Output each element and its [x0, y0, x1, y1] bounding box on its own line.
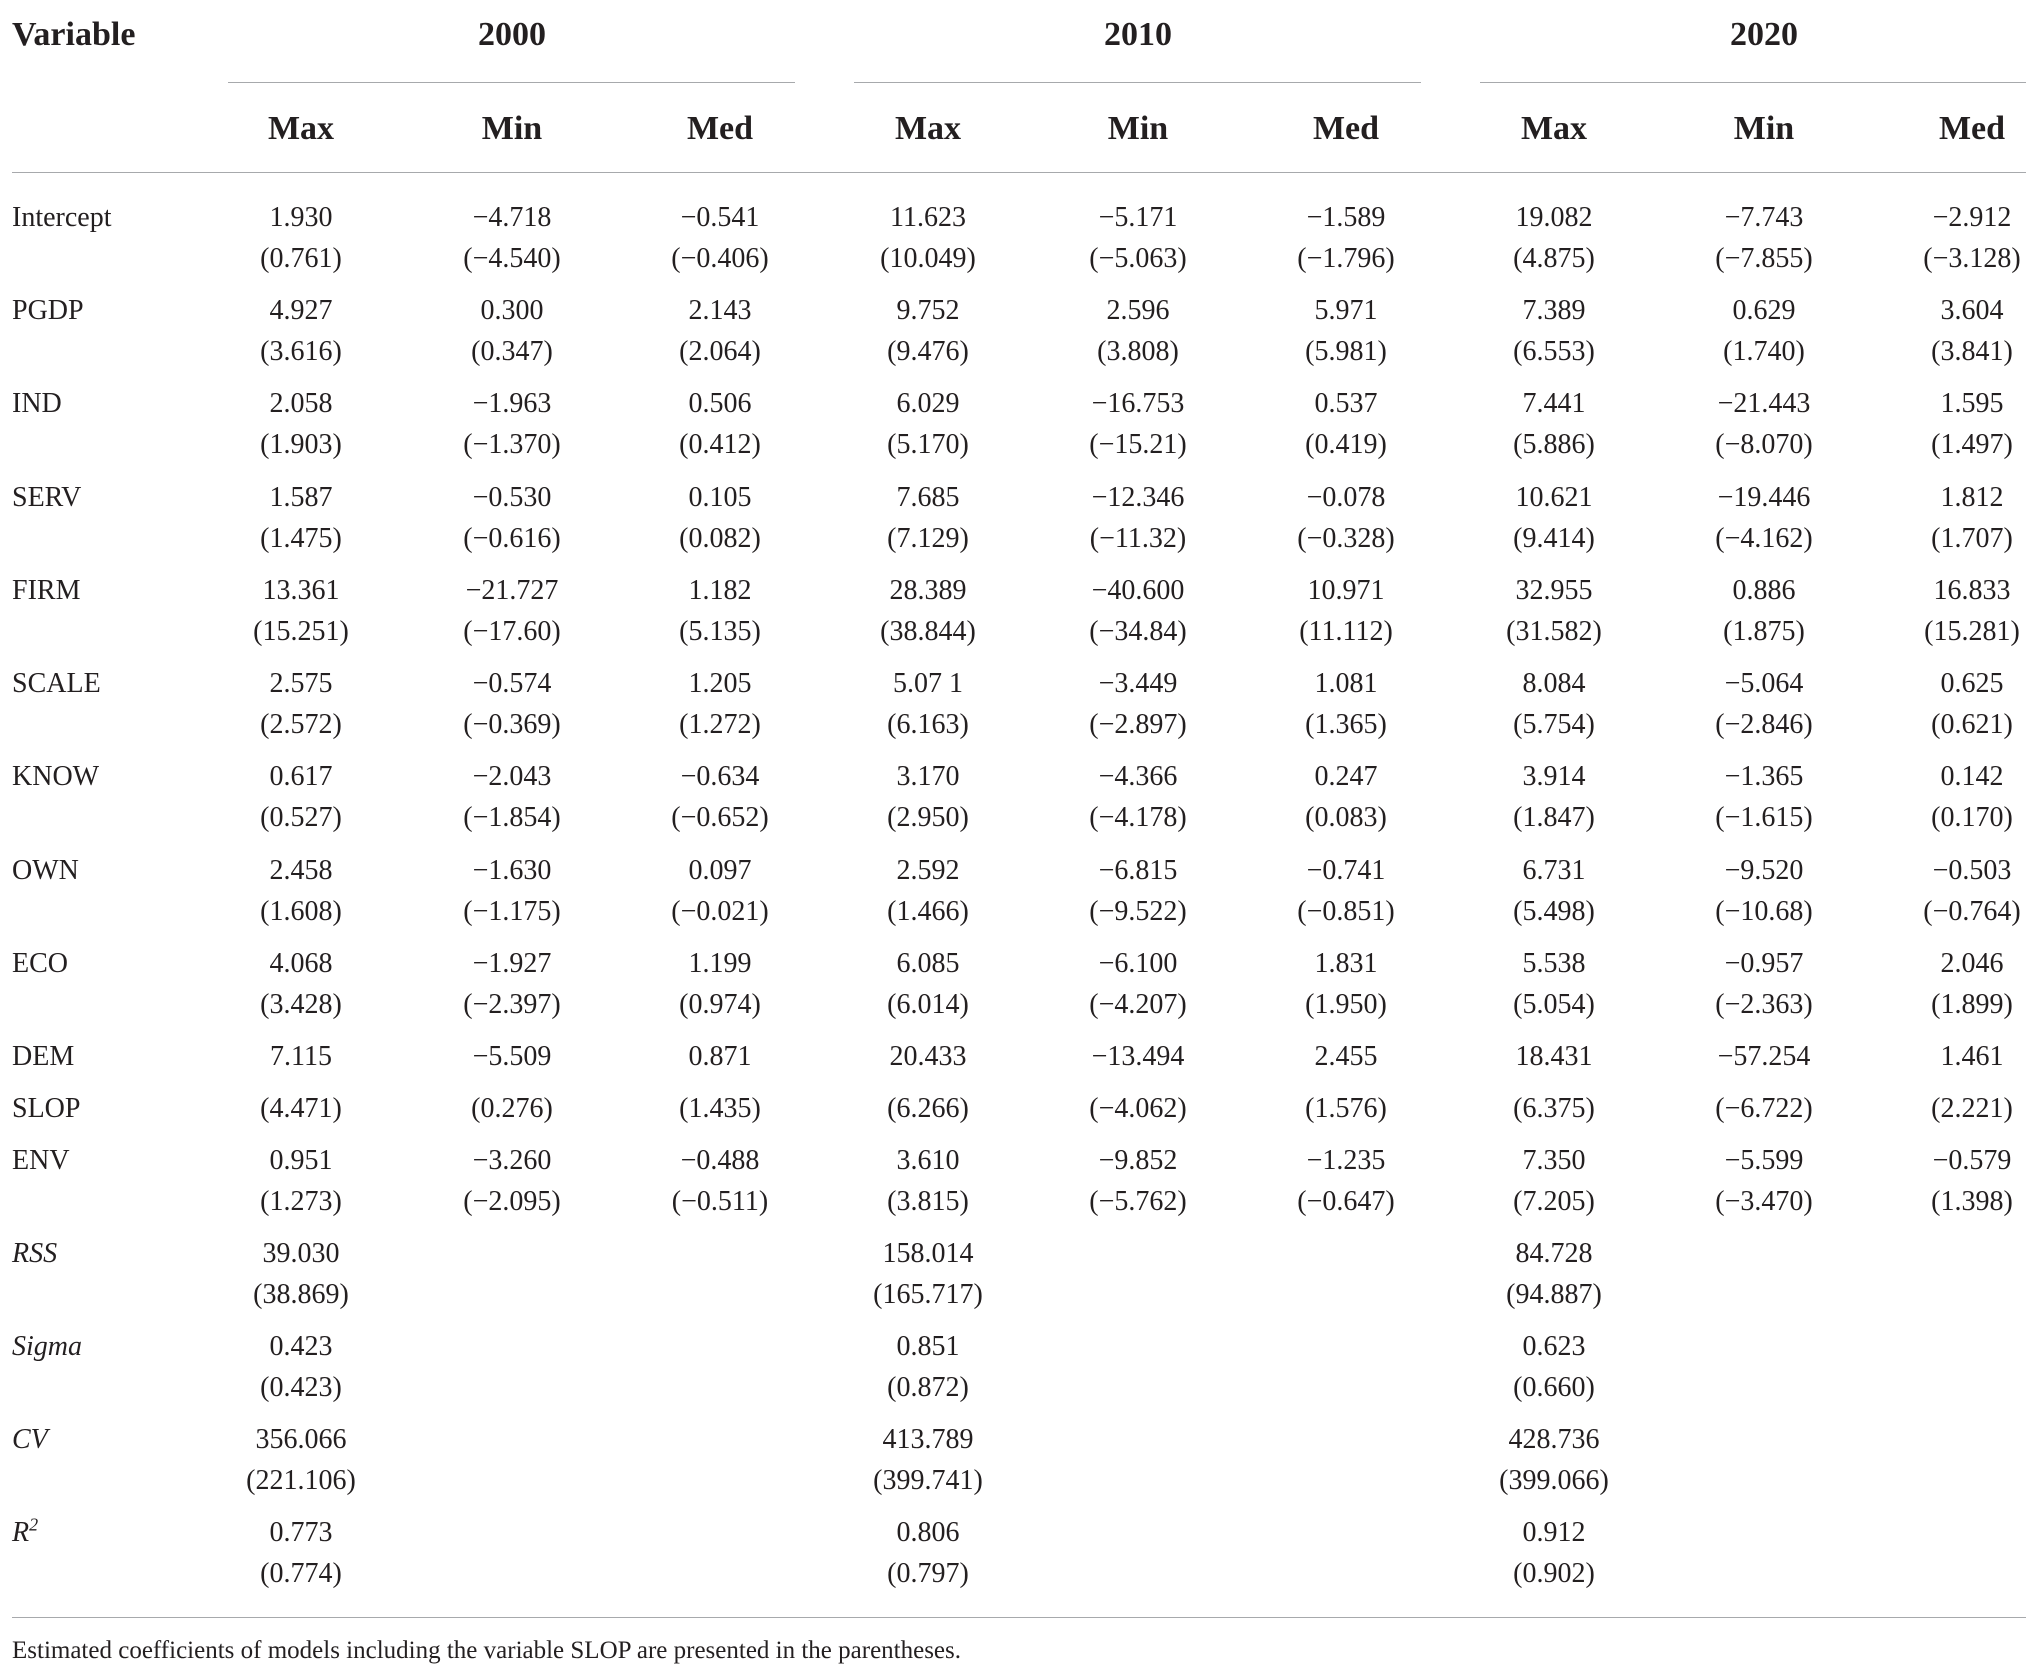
slop-model-value: (3.808) — [1097, 336, 1179, 367]
slop-model-value: (0.621) — [1931, 709, 2013, 740]
row-label — [12, 664, 101, 704]
row-label-text: SLOP — [12, 1093, 81, 1124]
slop-model-value: (5.135) — [679, 616, 761, 647]
slop-model-value: (5.754) — [1513, 709, 1595, 740]
slop-model-value: (10.049) — [880, 243, 976, 274]
year-2010-underline — [854, 82, 1421, 83]
coefficient-value: (0.276) — [471, 1093, 553, 1124]
slop-model-value: (−3.470) — [1715, 1186, 1813, 1217]
subheader-2010-med: Med — [1312, 110, 1380, 147]
row-label-text: CV — [12, 1424, 48, 1455]
slop-model-value: (−0.328) — [1297, 523, 1395, 554]
subheader-2000-max: Max — [267, 110, 335, 147]
coefficient-value: 0.625 — [1940, 668, 2004, 699]
slop-model-value: (−2.846) — [1715, 709, 1813, 740]
coefficient-value: 3.170 — [896, 761, 960, 792]
slop-model-value: (−1.854) — [463, 802, 561, 833]
row-label — [12, 1420, 48, 1460]
year-header-2020: 2020 — [1730, 16, 1798, 53]
slop-model-value: (−10.68) — [1715, 896, 1813, 927]
coefficient-value: −40.600 — [1091, 575, 1185, 606]
coefficient-value: 0.300 — [480, 295, 544, 326]
slop-model-value: (5.981) — [1305, 336, 1387, 367]
coefficient-value: −0.541 — [680, 202, 760, 233]
slop-model-value: (1.903) — [260, 429, 342, 460]
slop-model-value: (−0.021) — [671, 896, 769, 927]
slop-model-value: (1.707) — [1931, 523, 2013, 554]
coefficient-value: −1.927 — [472, 948, 552, 979]
slop-model-value: (−1.175) — [463, 896, 561, 927]
slop-model-value: (1.272) — [679, 709, 761, 740]
slop-model-value: (0.412) — [679, 429, 761, 460]
coefficient-value: 1.205 — [688, 668, 752, 699]
slop-model-value: (−2.897) — [1089, 709, 1187, 740]
subheader-2000-med: Med — [686, 110, 754, 147]
coefficient-value: −9.520 — [1724, 855, 1804, 886]
header-bottom-rule — [12, 172, 2026, 173]
coefficient-value: 2.458 — [269, 855, 333, 886]
coefficient-value: 158.014 — [882, 1238, 974, 1269]
coefficient-value: −5.171 — [1098, 202, 1178, 233]
slop-model-value: (7.129) — [887, 523, 969, 554]
slop-model-value: (165.717) — [873, 1279, 983, 1310]
coefficient-value: 1.831 — [1314, 948, 1378, 979]
coefficient-value: 428.736 — [1508, 1424, 1600, 1455]
row-label-superscript: 2 — [29, 1514, 39, 1535]
slop-model-value: (−0.764) — [1923, 896, 2021, 927]
subheader-2020-max: Max — [1520, 110, 1588, 147]
slop-model-value: (−4.540) — [463, 243, 561, 274]
slop-model-value: (−4.207) — [1089, 989, 1187, 1020]
slop-model-value: (1.875) — [1723, 616, 1805, 647]
coefficient-value: 1.587 — [269, 482, 333, 513]
coefficient-value: −3.260 — [472, 1145, 552, 1176]
subheader-2010-max: Max — [894, 110, 962, 147]
row-label-text: IND — [12, 388, 62, 419]
coefficient-value: 0.806 — [896, 1517, 960, 1548]
slop-model-value: (1.475) — [260, 523, 342, 554]
coefficient-value: 5.07 1 — [893, 668, 963, 699]
slop-model-value: (0.170) — [1931, 802, 2013, 833]
coefficient-value: 6.085 — [896, 948, 960, 979]
coefficient-value: 2.058 — [269, 388, 333, 419]
slop-model-value: (38.869) — [253, 1279, 349, 1310]
coefficient-value: 2.592 — [896, 855, 960, 886]
slop-model-value: (−34.84) — [1089, 616, 1187, 647]
variable-header: Variable — [12, 16, 136, 53]
coefficient-value: 20.433 — [889, 1041, 967, 1072]
slop-model-value: (9.476) — [887, 336, 969, 367]
slop-model-value: (−3.128) — [1923, 243, 2021, 274]
coefficient-value: 0.886 — [1732, 575, 1796, 606]
coefficient-value: −0.741 — [1306, 855, 1386, 886]
slop-model-value: (1.398) — [1931, 1186, 2013, 1217]
slop-model-value: (−9.522) — [1089, 896, 1187, 927]
slop-model-value: (−0.851) — [1297, 896, 1395, 927]
row-label — [12, 1234, 57, 1274]
coefficient-value: 3.610 — [896, 1145, 960, 1176]
slop-model-value: (6.553) — [1513, 336, 1595, 367]
coefficient-value: 16.833 — [1933, 575, 2011, 606]
row-label-text: SCALE — [12, 668, 101, 699]
slop-model-value: (0.660) — [1513, 1372, 1595, 1403]
coefficient-value: 0.617 — [269, 761, 333, 792]
coefficient-value: 13.361 — [262, 575, 340, 606]
coefficient-value: 6.731 — [1522, 855, 1586, 886]
row-label-text: ENV — [12, 1145, 70, 1176]
coefficient-value: 10.621 — [1515, 482, 1593, 513]
coefficient-value: 32.955 — [1515, 575, 1593, 606]
coefficient-value: 0.629 — [1732, 295, 1796, 326]
slop-model-value: (3.616) — [260, 336, 342, 367]
coefficient-value: 18.431 — [1515, 1041, 1593, 1072]
coefficient-value: 9.752 — [896, 295, 960, 326]
slop-model-value: (5.886) — [1513, 429, 1595, 460]
slop-model-value: (1.497) — [1931, 429, 2013, 460]
year-2020-underline — [1480, 82, 2026, 83]
coefficient-value: −2.043 — [472, 761, 552, 792]
coefficient-value: 7.389 — [1522, 295, 1586, 326]
coefficient-value: −12.346 — [1091, 482, 1185, 513]
coefficient-value: 84.728 — [1515, 1238, 1593, 1269]
slop-model-value: (1.466) — [887, 896, 969, 927]
coefficient-value: 8.084 — [1522, 668, 1586, 699]
row-label — [12, 384, 62, 424]
coefficient-value: 1.081 — [1314, 668, 1378, 699]
slop-model-value: (−0.616) — [463, 523, 561, 554]
slop-model-value: (3.428) — [260, 989, 342, 1020]
row-label — [12, 757, 99, 797]
slop-model-value: (−0.652) — [671, 802, 769, 833]
coefficient-value: 0.506 — [688, 388, 752, 419]
slop-model-value: (−0.511) — [671, 1186, 769, 1217]
slop-model-value: (1.950) — [1305, 989, 1387, 1020]
coefficient-value: −19.446 — [1717, 482, 1811, 513]
coefficient-value: 39.030 — [262, 1238, 340, 1269]
slop-model-value: (−4.162) — [1715, 523, 1813, 554]
slop-model-value: (0.423) — [260, 1372, 342, 1403]
slop-model-value: (−2.397) — [463, 989, 561, 1020]
row-label-text: Intercept — [12, 202, 112, 233]
slop-model-value: (−8.070) — [1715, 429, 1813, 460]
coefficient-value: −4.718 — [472, 202, 552, 233]
coefficient-value: −1.589 — [1306, 202, 1386, 233]
slop-model-value: (6.163) — [887, 709, 969, 740]
row-label-text: Sigma — [12, 1331, 82, 1362]
coefficient-value: (6.266) — [887, 1093, 969, 1124]
coefficient-value: 2.143 — [688, 295, 752, 326]
row-label — [12, 571, 80, 611]
coefficient-value: 2.596 — [1106, 295, 1170, 326]
slop-model-value: (221.106) — [246, 1465, 356, 1496]
coefficient-value: −13.494 — [1091, 1041, 1185, 1072]
slop-model-value: (0.082) — [679, 523, 761, 554]
coefficient-value: 413.789 — [882, 1424, 974, 1455]
coefficient-value: −6.815 — [1098, 855, 1178, 886]
slop-model-value: (11.112) — [1299, 616, 1393, 647]
slop-model-value: (2.064) — [679, 336, 761, 367]
row-label-text: SERV — [12, 482, 82, 513]
slop-model-value: (−0.369) — [463, 709, 561, 740]
coefficient-value: −16.753 — [1091, 388, 1185, 419]
slop-model-value: (−17.60) — [463, 616, 561, 647]
slop-model-value: (−4.178) — [1089, 802, 1187, 833]
slop-model-value: (3.841) — [1931, 336, 2013, 367]
coefficient-value: 2.046 — [1940, 948, 2004, 979]
coefficient-value: (−4.062) — [1089, 1093, 1187, 1124]
row-label-text: KNOW — [12, 761, 100, 792]
slop-model-value: (−15.21) — [1089, 429, 1187, 460]
table-footnote: Estimated coefficients of models including the variable SLOP are presented in the parentheses. — [12, 1637, 962, 1664]
coefficient-value: −1.235 — [1306, 1145, 1386, 1176]
coefficient-value: 0.773 — [269, 1517, 333, 1548]
slop-model-value: (7.205) — [1513, 1186, 1595, 1217]
coefficient-value: 7.685 — [896, 482, 960, 513]
coefficient-value: (4.471) — [260, 1093, 342, 1124]
row-label — [12, 944, 68, 984]
row-label — [12, 291, 84, 331]
slop-model-value: (38.844) — [880, 616, 976, 647]
coefficient-value: −0.078 — [1306, 482, 1386, 513]
coefficient-value: 3.604 — [1940, 295, 2004, 326]
coefficient-value: −6.100 — [1098, 948, 1178, 979]
slop-model-value: (−0.647) — [1297, 1186, 1395, 1217]
subheader-2020-min: Min — [1733, 110, 1795, 147]
coefficient-value: −1.963 — [472, 388, 552, 419]
slop-model-value: (1.740) — [1723, 336, 1805, 367]
coefficient-value: −1.630 — [472, 855, 552, 886]
coefficient-value: −57.254 — [1717, 1041, 1811, 1072]
coefficient-value: 2.575 — [269, 668, 333, 699]
row-label — [12, 198, 112, 238]
subheader-2010-min: Min — [1107, 110, 1169, 147]
coefficient-value: −1.365 — [1724, 761, 1804, 792]
slop-model-value: (−2.095) — [463, 1186, 561, 1217]
slop-model-value: (15.251) — [253, 616, 349, 647]
slop-model-value: (94.887) — [1506, 1279, 1602, 1310]
slop-model-value: (−1.796) — [1297, 243, 1395, 274]
subheader-2020-med: Med — [1938, 110, 2006, 147]
coefficient-value: 3.914 — [1522, 761, 1586, 792]
slop-model-value: (399.066) — [1499, 1465, 1609, 1496]
slop-model-value: (0.774) — [260, 1558, 342, 1589]
slop-model-value: (2.950) — [887, 802, 969, 833]
coefficient-value: −3.449 — [1098, 668, 1178, 699]
row-label — [12, 1089, 80, 1129]
year-2000-underline — [228, 82, 795, 83]
coefficient-value: 1.461 — [1940, 1041, 2004, 1072]
coefficient-value: −5.599 — [1724, 1145, 1804, 1176]
coefficient-value: 4.927 — [269, 295, 333, 326]
row-label-text: FIRM — [12, 575, 81, 606]
slop-model-value: (−11.32) — [1089, 523, 1187, 554]
coefficient-value: 0.912 — [1522, 1517, 1586, 1548]
coefficient-value: (1.435) — [679, 1093, 761, 1124]
row-label-text: R — [12, 1517, 30, 1548]
row-label — [12, 851, 79, 891]
coefficient-value: 1.812 — [1940, 482, 2004, 513]
slop-model-value: (−2.363) — [1715, 989, 1813, 1020]
coefficient-value: 356.066 — [255, 1424, 347, 1455]
slop-model-value: (−5.762) — [1089, 1186, 1187, 1217]
coefficient-value: 7.115 — [270, 1041, 332, 1072]
row-label-text: DEM — [12, 1041, 75, 1072]
coefficient-value: −7.743 — [1724, 202, 1804, 233]
coefficient-value: 0.142 — [1940, 761, 2004, 792]
slop-model-value: (−7.855) — [1715, 243, 1813, 274]
slop-model-value: (0.419) — [1305, 429, 1387, 460]
slop-model-value: (−1.370) — [463, 429, 561, 460]
slop-model-value: (0.527) — [260, 802, 342, 833]
coefficient-value: 7.350 — [1522, 1145, 1586, 1176]
year-header-2010: 2010 — [1104, 16, 1172, 53]
coefficient-value: 1.930 — [269, 202, 333, 233]
slop-model-value: (0.872) — [887, 1372, 969, 1403]
row-label-text: PGDP — [12, 295, 84, 326]
row-label-text: OWN — [12, 855, 79, 886]
slop-model-value: (6.014) — [887, 989, 969, 1020]
slop-model-value: (1.365) — [1305, 709, 1387, 740]
coefficient-value: 4.068 — [269, 948, 333, 979]
slop-model-value: (399.741) — [873, 1465, 983, 1496]
row-label — [12, 1513, 38, 1553]
slop-model-value: (1.899) — [1931, 989, 2013, 1020]
coefficient-value: 19.082 — [1515, 202, 1593, 233]
slop-model-value: (−5.063) — [1089, 243, 1187, 274]
table-bottom-rule — [12, 1617, 2026, 1618]
coefficient-value: −0.957 — [1724, 948, 1804, 979]
slop-model-value: (0.974) — [679, 989, 761, 1020]
slop-model-value: (5.170) — [887, 429, 969, 460]
coefficient-value: 5.538 — [1522, 948, 1586, 979]
coefficient-value: −4.366 — [1098, 761, 1178, 792]
coefficient-value: −5.509 — [472, 1041, 552, 1072]
row-label — [12, 1037, 74, 1077]
coefficient-value: (1.576) — [1305, 1093, 1387, 1124]
coefficient-value: −0.579 — [1932, 1145, 2012, 1176]
year-header-2000: 2000 — [478, 16, 546, 53]
slop-model-value: (−0.406) — [671, 243, 769, 274]
slop-model-value: (0.761) — [260, 243, 342, 274]
coefficient-value: 6.029 — [896, 388, 960, 419]
coefficient-value: 0.247 — [1314, 761, 1378, 792]
coefficient-value: −0.530 — [472, 482, 552, 513]
coefficient-value: −0.634 — [680, 761, 760, 792]
coefficient-value: −2.912 — [1932, 202, 2012, 233]
coefficient-value: 1.199 — [688, 948, 752, 979]
coefficient-value: (2.221) — [1931, 1093, 2013, 1124]
slop-model-value: (4.875) — [1513, 243, 1595, 274]
coefficient-value: 1.595 — [1940, 388, 2004, 419]
slop-model-value: (1.273) — [260, 1186, 342, 1217]
slop-model-value: (2.572) — [260, 709, 342, 740]
coefficient-value: 0.097 — [688, 855, 752, 886]
coefficient-value: 1.182 — [688, 575, 752, 606]
slop-model-value: (3.815) — [887, 1186, 969, 1217]
coefficient-value: 5.971 — [1314, 295, 1378, 326]
slop-model-value: (31.582) — [1506, 616, 1602, 647]
coefficient-value: 10.971 — [1307, 575, 1385, 606]
coefficient-value: 28.389 — [889, 575, 967, 606]
coefficient-value: −5.064 — [1724, 668, 1804, 699]
coefficient-value: 0.951 — [269, 1145, 333, 1176]
subheader-2000-min: Min — [481, 110, 543, 147]
slop-model-value: (15.281) — [1924, 616, 2020, 647]
coefficient-value: 11.623 — [890, 202, 966, 233]
coefficient-value: 0.851 — [896, 1331, 960, 1362]
coefficient-value: −21.443 — [1717, 388, 1811, 419]
row-label-text: ECO — [12, 948, 68, 979]
coefficient-value: 0.537 — [1314, 388, 1378, 419]
row-label — [12, 1327, 82, 1367]
coefficient-value: −9.852 — [1098, 1145, 1178, 1176]
coefficient-value: −0.574 — [472, 668, 552, 699]
coefficient-value: −0.503 — [1932, 855, 2012, 886]
coefficient-value: 0.871 — [688, 1041, 752, 1072]
coefficient-value: 0.423 — [269, 1331, 333, 1362]
coefficient-value: (−6.722) — [1715, 1093, 1813, 1124]
slop-model-value: (1.847) — [1513, 802, 1595, 833]
coefficient-value: 7.441 — [1522, 388, 1586, 419]
slop-model-value: (1.608) — [260, 896, 342, 927]
slop-model-value: (0.902) — [1513, 1558, 1595, 1589]
slop-model-value: (5.498) — [1513, 896, 1595, 927]
row-label — [12, 1141, 70, 1181]
coefficient-value: 0.623 — [1522, 1331, 1586, 1362]
coefficient-value: (6.375) — [1513, 1093, 1595, 1124]
row-label — [12, 478, 81, 518]
slop-model-value: (5.054) — [1513, 989, 1595, 1020]
row-label-text: RSS — [12, 1238, 58, 1269]
slop-model-value: (0.797) — [887, 1558, 969, 1589]
slop-model-value: (0.347) — [471, 336, 553, 367]
coefficient-value: 0.105 — [688, 482, 752, 513]
coefficient-value: 2.455 — [1314, 1041, 1378, 1072]
slop-model-value: (0.083) — [1305, 802, 1387, 833]
coefficient-value: −0.488 — [680, 1145, 760, 1176]
coefficient-value: −21.727 — [465, 575, 559, 606]
slop-model-value: (−1.615) — [1715, 802, 1813, 833]
slop-model-value: (9.414) — [1513, 523, 1595, 554]
